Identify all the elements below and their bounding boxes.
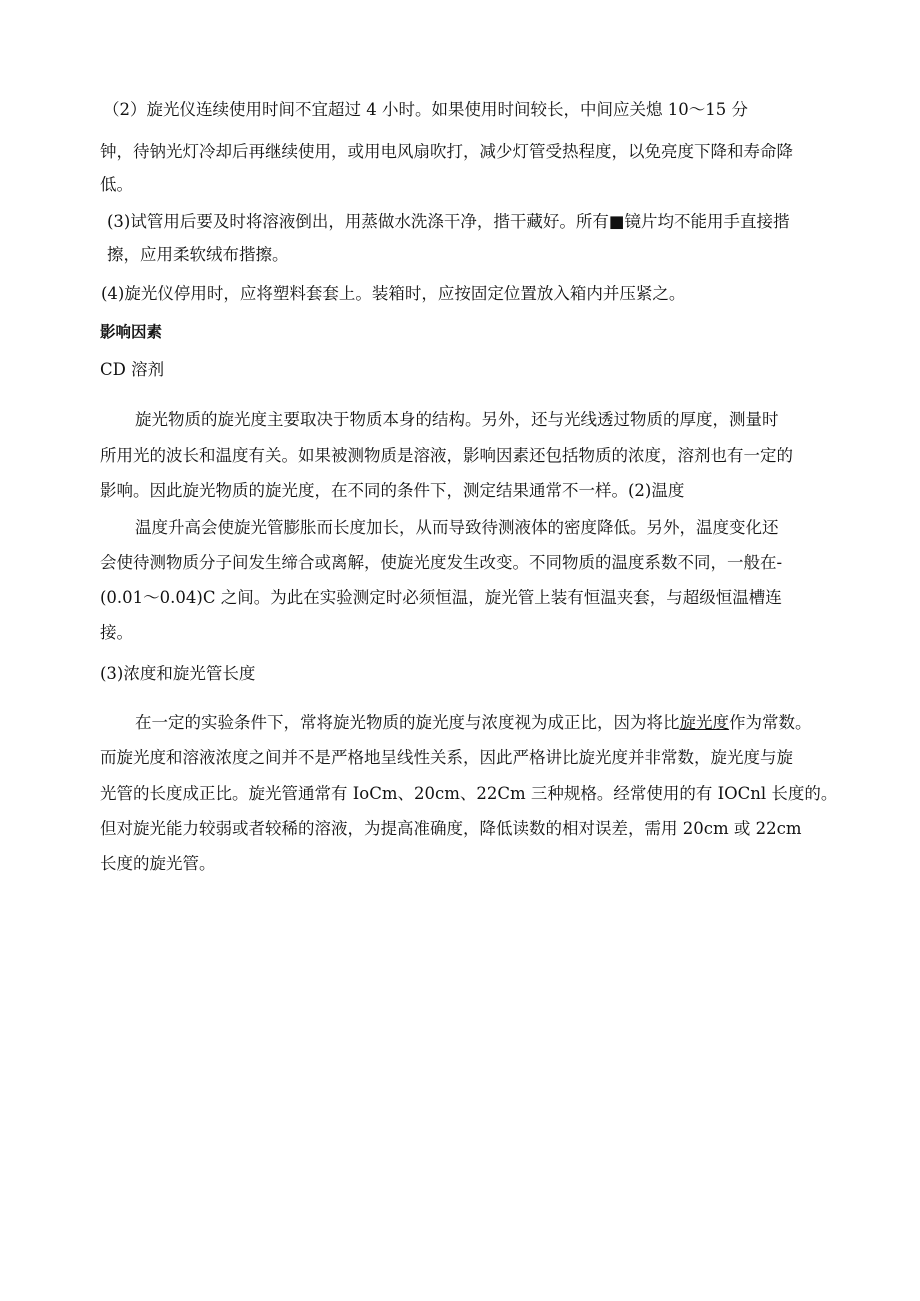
maintenance-item-4-line-1: (4)旋光仪停用时，应将塑料套套上。装箱时，应按固定位置放入箱内并压紧之。 [101,284,686,303]
maintenance-item-2-line-3: 低。 [100,175,133,194]
specific-rotation-link[interactable]: 旋光度 [679,713,729,732]
paragraph-3-line-2: 而旋光度和溶液浓度之间并不是严格地呈线性关系，因此严格讲比旋光度并非常数，旋光度与旋 [100,748,793,767]
section-heading: 影响因素 [100,323,163,341]
paragraph-3-line-5: 长度的旋光管。 [100,854,216,873]
paragraph-1-line-1: 旋光物质的旋光度主要取决于物质本身的结构。另外，还与光线透过物质的厚度，测量时 [135,410,779,429]
paragraph-3-line-4: 但对旋光能力较弱或者较稀的溶液，为提高准确度，降低读数的相对误差，需用 20cm 或 22cm [100,819,802,838]
maintenance-item-2-line-1: （2）旋光仪连续使用时间不宜超过 4 小时。如果使用时间较长，中间应关熄 10～15 分 [103,100,748,119]
paragraph-3-line-1-text-a: 在一定的实验条件下，常将旋光物质的旋光度与浓度视为成正比，因为将比 [135,713,680,732]
maintenance-item-3-line-1: (3)试管用后要及时将溶液倒出，用蒸做水洗涤干净，揩干藏好。所有■镜片均不能用手直接揩 [107,212,790,231]
paragraph-3-line-1 [135,711,812,735]
maintenance-item-3-line-2: 擦，应用柔软绒布揩擦。 [107,245,289,264]
subheading-concentration: (3)浓度和旋光管长度 [100,664,256,683]
paragraph-3-line-1-text-b: 作为常数。 [729,713,812,732]
paragraph-1-line-2: 所用光的波长和温度有关。如果被测物质是溶液，影响因素还包括物质的浓度，溶剂也有一定的 [100,446,793,465]
paragraph-2-line-1: 温度升高会使旋光管膨胀而长度加长，从而导致待测液体的密度降低。另外，温度变化还 [135,518,779,537]
paragraph-2-line-3: (0.01～0.04)C 之间。为此在实验测定时必须恒温，旋光管上装有恒温夹套，与超级恒温槽连 [100,588,782,607]
subheading-solvent: CD 溶剂 [100,360,165,379]
paragraph-1-line-3: 影响。因此旋光物质的旋光度，在不同的条件下，测定结果通常不一样。(2)温度 [100,481,685,500]
maintenance-item-2-line-2: 钟，待钠光灯冷却后再继续使用，或用电风扇吹打，减少灯管受热程度，以免亮度下降和寿命降 [100,142,793,161]
paragraph-2-line-4: 接。 [100,623,133,642]
paragraph-3-line-3: 光管的长度成正比。旋光管通常有 IoCm、20cm、22Cm 三种规格。经常使用的有 IOCnl 长度的。 [100,784,838,803]
paragraph-2-line-2: 会使待测物质分子间发生缔合或离解，使旋光度发生改变。不同物质的温度系数不同，一般在- [100,553,783,572]
